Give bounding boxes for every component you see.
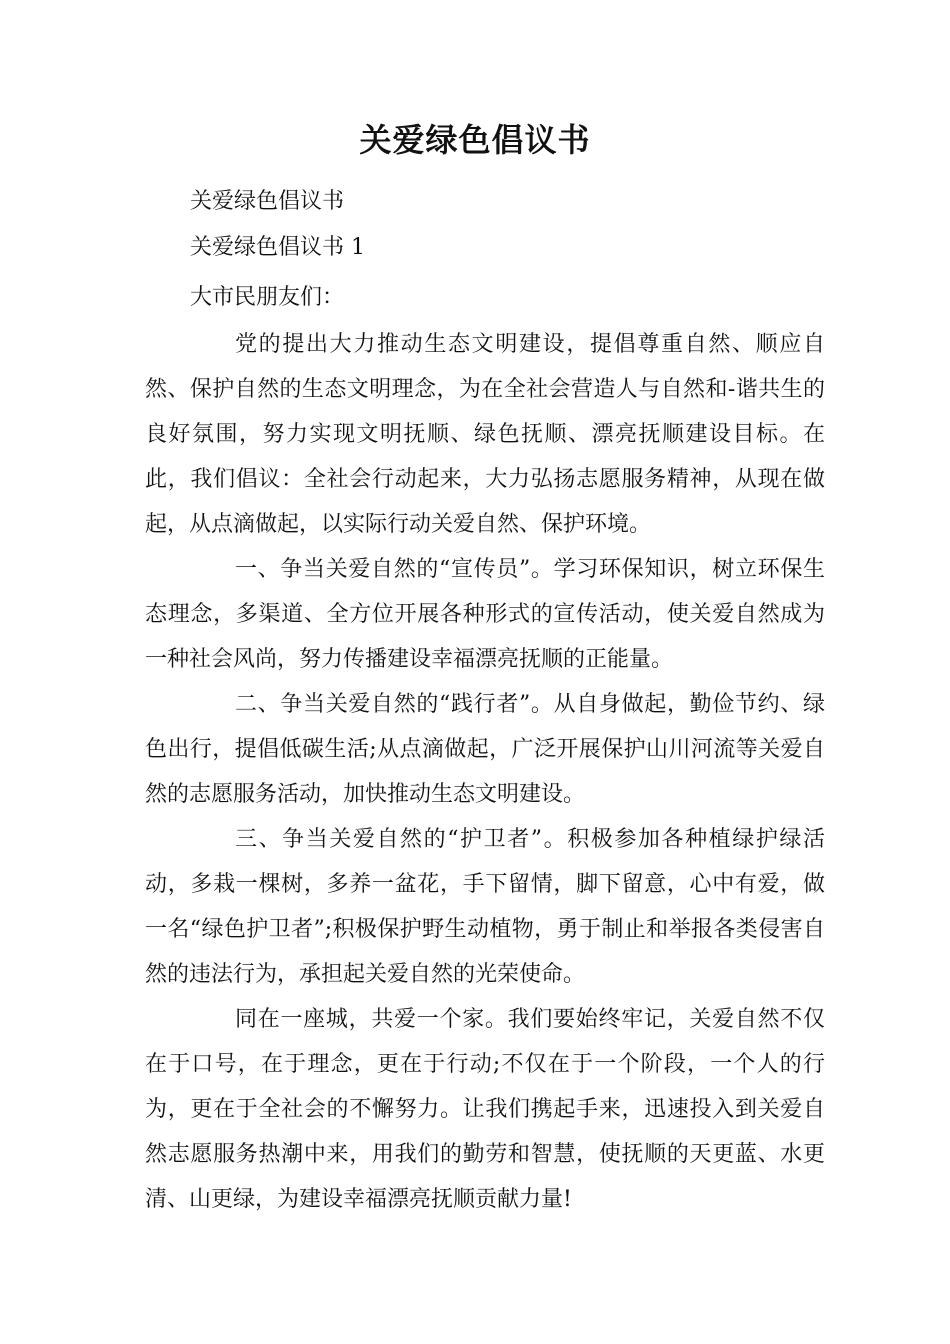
subtitle-line: 关爱绿色倡议书	[190, 189, 345, 214]
paragraph-guardian: 三、争当关爱自然的“护卫者”。积极参加各种植绿护绿活动，多栽一棵树，多养一盆花，手下留情，脚下留意，心中有爱，做一名“绿色护卫者”;积极保护野生动植物，勇于制止和举报各类侵害自然的违法行为，承担起关爱自然的光荣使命。	[145, 827, 825, 987]
body-text	[145, 322, 825, 1222]
greeting: 大市民朋友们：	[190, 285, 345, 310]
paragraph-closing: 同在一座城，共爱一个家。我们要始终牢记，关爱自然不仅在于口号，在于理念，更在于行动;不仅在于一个阶段，一个人的行为，更在于全社会的不懈努力。让我们携起手来，迅速投入到关爱自然志愿服务热潮中来，用我们的勤劳和智慧，使抚顺的天更蓝、水更清、山更绿，为建设幸福漂亮抚顺贡献力量!	[145, 1007, 825, 1212]
document-title: 关爱绿色倡议书	[359, 121, 591, 159]
paragraph-publicist: 一、争当关爱自然的“宣传员”。学习环保知识，树立环保生态理念，多渠道、全方位开展各种形式的宣传活动，使关爱自然成为一种社会风尚，努力传播建设幸福漂亮抚顺的正能量。	[145, 557, 825, 672]
paragraph-intro: 党的提出大力推动生态文明建设，提倡尊重自然、顺应自然、保护自然的生态文明理念，为在全社会营造人与自然和-谐共生的良好氛围，努力实现文明抚顺、绿色抚顺、漂亮抚顺建设目标。在此，我们倡议：全社会行动起来，大力弘扬志愿服务精神，从现在做起，从点滴做起，以实际行动关爱自然、保护环境。	[145, 332, 825, 537]
paragraph-practitioner: 二、争当关爱自然的“践行者”。从自身做起，勤俭节约、绿色出行，提倡低碳生活;从点滴做起，广泛开展保护山川河流等关爱自然的志愿服务活动，加快推动生态文明建设。	[145, 692, 825, 807]
subtitle-numbered-line: 关爱绿色倡议书 1	[190, 235, 365, 260]
